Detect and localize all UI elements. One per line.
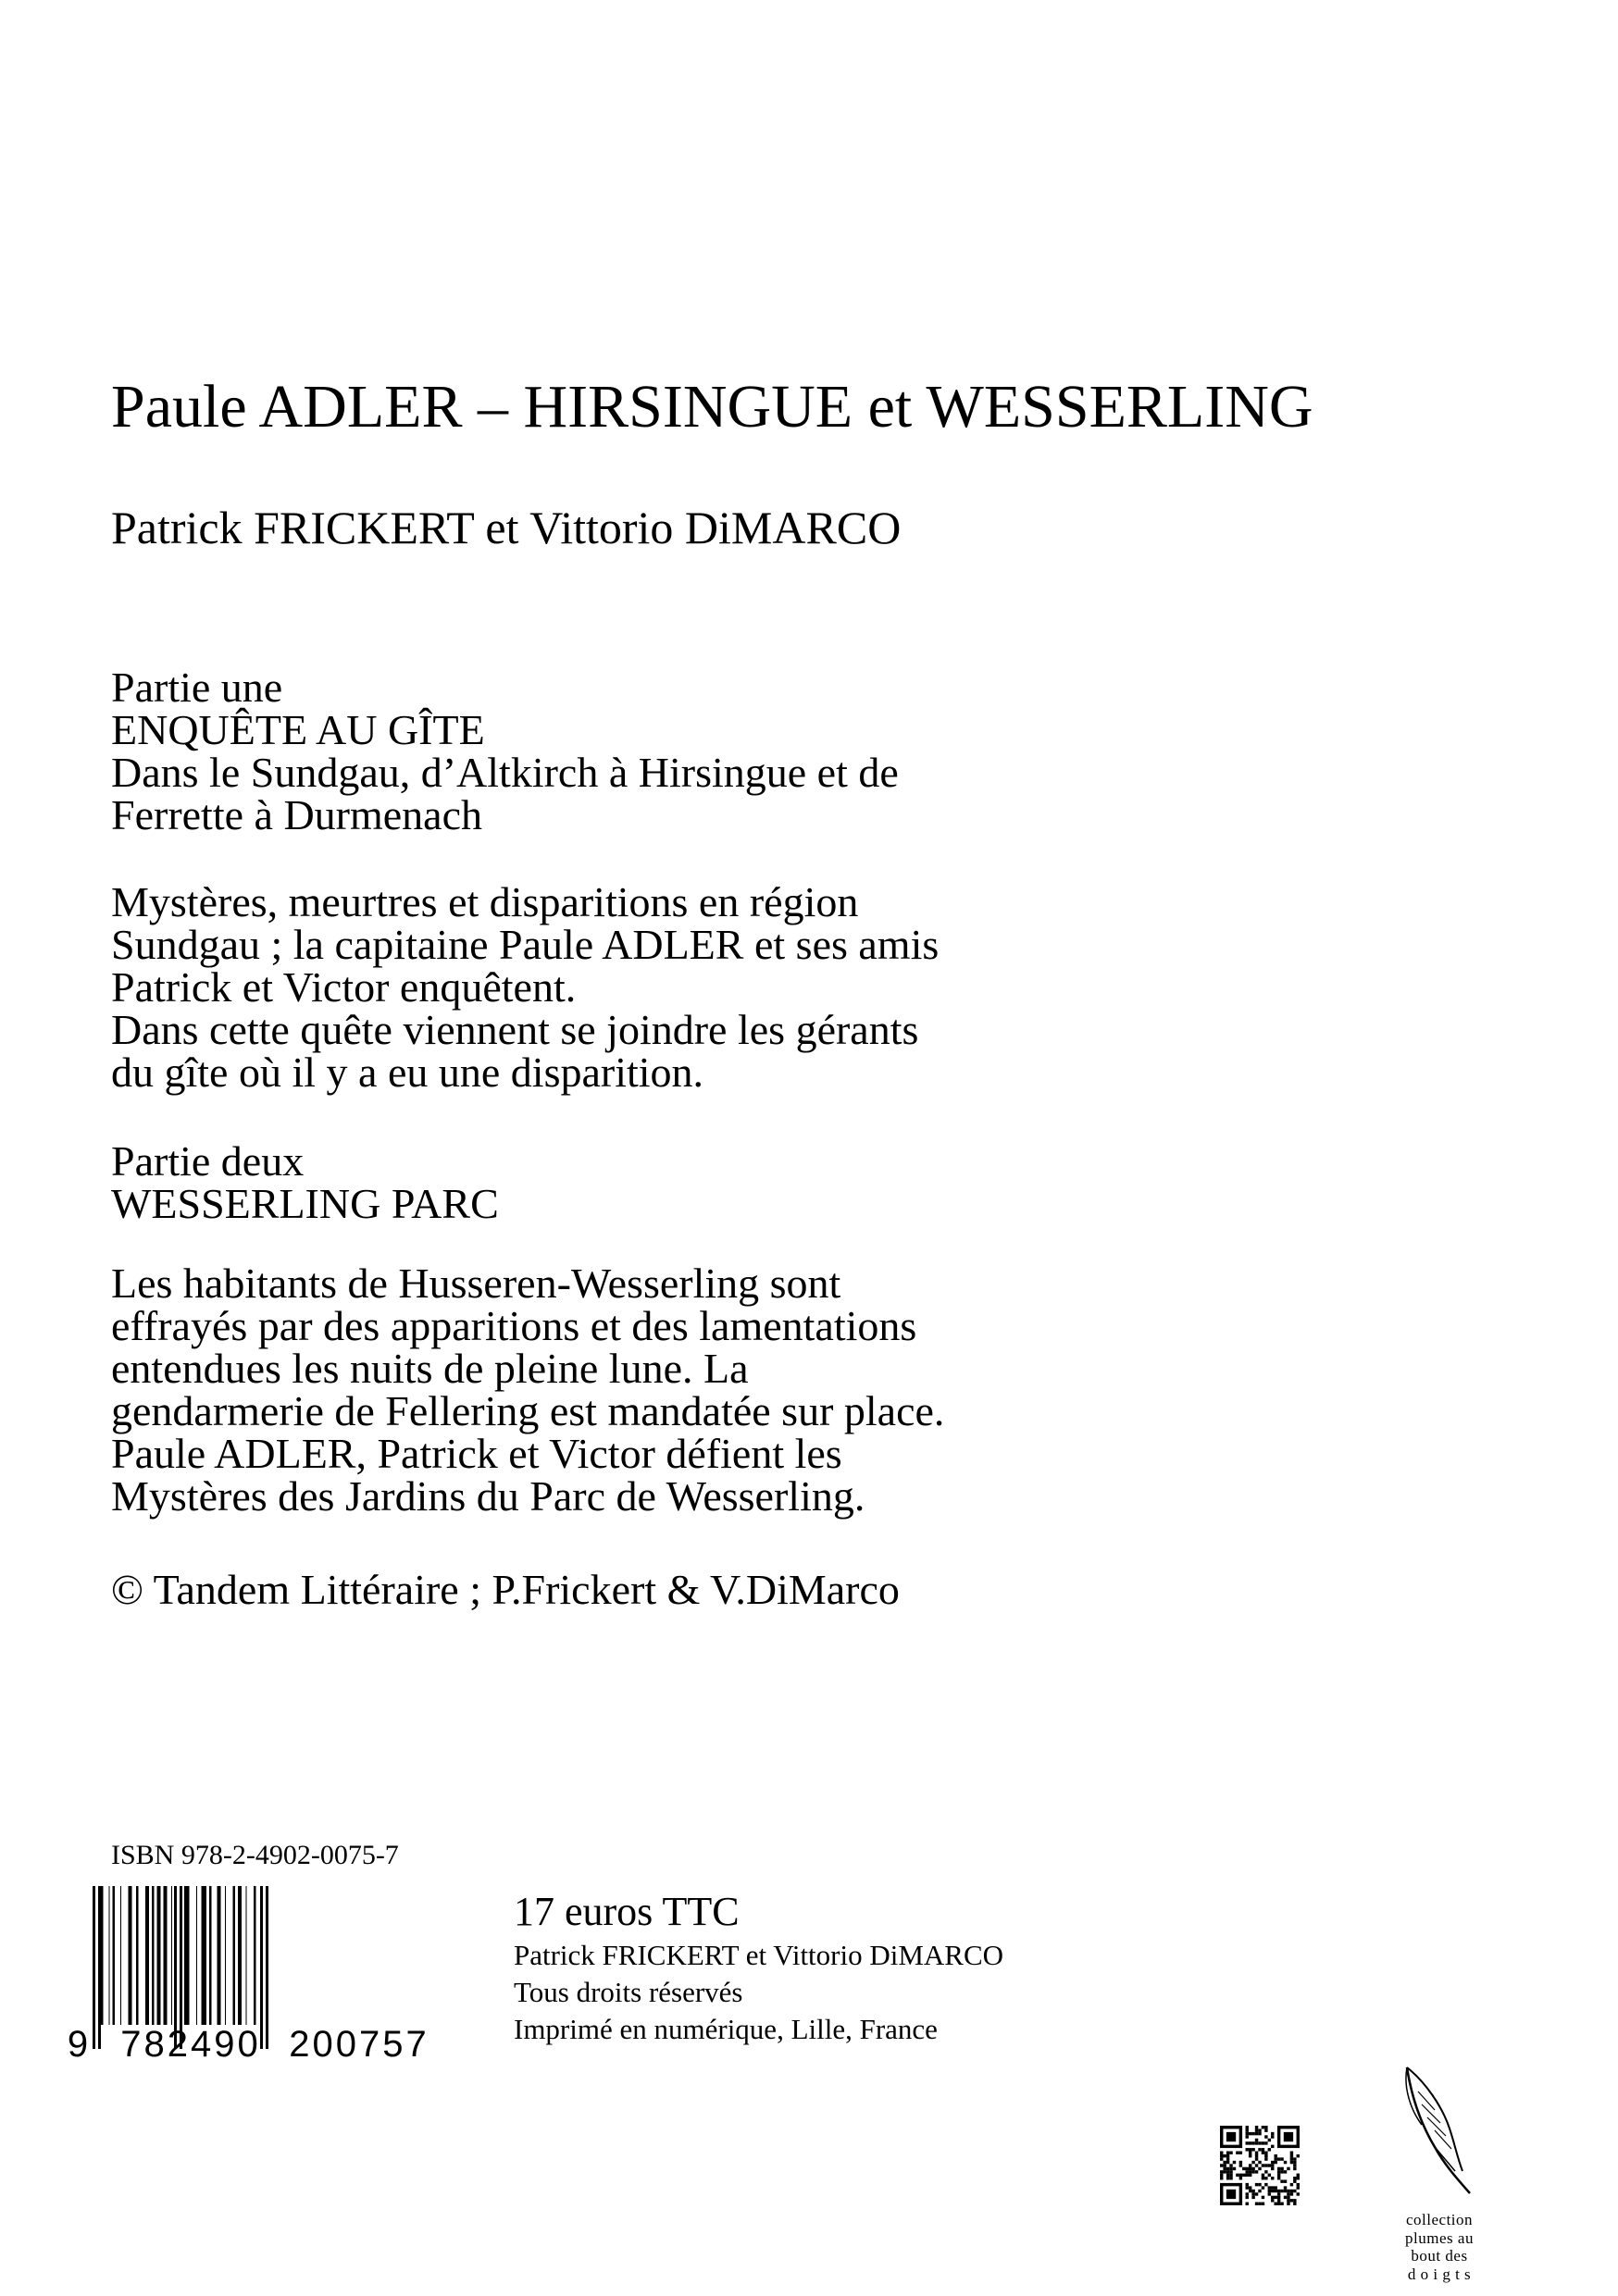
collection-name: collection plumes au bout des d o i g t s bbox=[1405, 2211, 1474, 2283]
collection-logo bbox=[1388, 2064, 1490, 2283]
price: 17 euros TTC bbox=[514, 1889, 740, 1934]
rights-notice: Tous droits réservés bbox=[514, 1976, 743, 2009]
feather-quill-icon bbox=[1398, 2064, 1481, 2203]
copyright-notice: © Tandem Littéraire ; P.Frickert & V.DiMarco bbox=[111, 1566, 900, 1613]
printing-notice: Imprimé en numérique, Lille, France bbox=[514, 2013, 938, 2046]
barcode-digits-left: 782490 bbox=[120, 2024, 261, 2062]
barcode-digits-right: 200757 bbox=[289, 2024, 429, 2062]
part-one-heading: Partie une ENQUÊTE AU GÎTE Dans le Sundgau, d’Altkirch à Hirsingue et de Ferrette à Durmenach bbox=[111, 664, 899, 838]
publication-authors: Patrick FRICKERT et Vittorio DiMARCO bbox=[514, 1938, 1004, 1971]
book-authors: Patrick FRICKERT et Vittorio DiMARCO bbox=[111, 502, 902, 553]
part-two-heading: Partie deux WESSERLING PARC bbox=[111, 1137, 499, 1227]
qr-code-icon bbox=[1220, 2126, 1300, 2205]
isbn-barcode bbox=[65, 1886, 463, 2062]
isbn-label: ISBN 978-2-4902-0075-7 bbox=[111, 1840, 399, 1870]
book-title: Paule ADLER – HIRSINGUE et WESSERLING bbox=[111, 373, 1313, 441]
part-two-summary: Les habitants de Husseren-Wesserling sont effrayés par des apparitions et des lamentations entendues les nuits de pleine lune. La gendarmerie de Fellering est mandatée sur place. Paule ADLER, Patrick et Victor défient les Mystères des Jardins du Parc de Wesserling. bbox=[111, 1260, 945, 1520]
part-one-summary: Mystères, meurtres et disparitions en région Sundgau ; la capitaine Paule ADLER et ses amis Patrick et Victor enquêtent. Dans cette quête viennent se joindre les gérants du gîte où il y a eu une disparition. bbox=[111, 878, 940, 1096]
publication-info bbox=[514, 1888, 1003, 2049]
barcode-digit-first: 9 bbox=[67, 2024, 89, 2062]
